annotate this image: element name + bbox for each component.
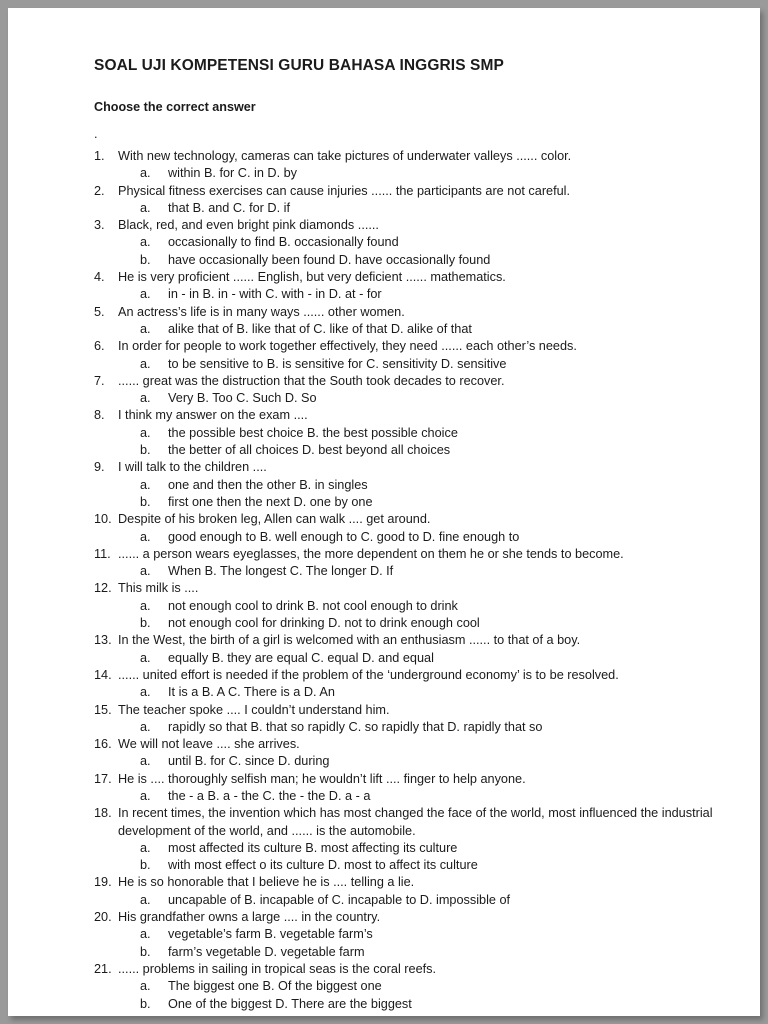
option-label: b.	[140, 443, 151, 458]
question-body	[118, 702, 718, 737]
question-number: 17.	[94, 771, 112, 786]
question-item	[94, 736, 718, 771]
question-number: 1.	[94, 149, 105, 163]
option-row	[118, 615, 718, 632]
option-row	[118, 840, 718, 857]
question-item	[94, 269, 718, 304]
question-item	[94, 667, 718, 702]
option-label: a.	[140, 719, 151, 734]
option-text: the - a B. a - the C. the - the D. a - a	[168, 788, 371, 803]
option-label: a.	[140, 200, 151, 215]
option-label: a.	[140, 979, 151, 994]
question-body	[118, 632, 718, 667]
question-body	[118, 217, 718, 269]
option-list	[118, 477, 718, 512]
question-text: I will talk to the children ....	[118, 460, 267, 475]
option-text: first one then the next D. one by one	[168, 494, 373, 509]
option-row	[118, 996, 718, 1013]
option-label: a.	[140, 892, 151, 907]
question-number: 7.	[94, 373, 105, 388]
question-text: The teacher spoke .... I couldn’t understand him.	[118, 702, 390, 717]
option-list	[118, 165, 718, 182]
question-number: 3.	[94, 218, 105, 233]
option-row	[118, 494, 718, 511]
question-text: ...... united effort is needed if the problem of the ‘underground economy’ is to be resolved.	[118, 667, 619, 682]
question-body	[118, 459, 718, 511]
option-label: a.	[140, 356, 151, 371]
question-text: With new technology, cameras can take pictures of underwater valleys ...... color.	[118, 149, 572, 163]
question-item	[94, 148, 718, 183]
question-number: 11.	[94, 546, 111, 561]
option-list	[118, 390, 718, 407]
option-label: a.	[140, 477, 151, 492]
option-row	[118, 926, 718, 943]
option-row	[118, 356, 718, 373]
option-row	[118, 390, 718, 407]
question-item	[94, 961, 718, 1013]
option-list	[118, 529, 718, 546]
option-text: within B. for C. in D. by	[168, 166, 298, 181]
question-item	[94, 183, 718, 218]
option-label: a.	[140, 425, 151, 440]
option-list	[118, 356, 718, 373]
question-item	[94, 407, 718, 459]
option-text: farm’s vegetable D. vegetable farm	[168, 944, 365, 959]
option-label: b.	[140, 996, 151, 1011]
question-number: 5.	[94, 304, 105, 319]
question-number: 8.	[94, 408, 105, 423]
option-row	[118, 425, 718, 442]
instruction-text: Choose the correct answer	[94, 100, 256, 114]
option-row	[118, 892, 718, 909]
option-label: a.	[140, 598, 151, 613]
option-row	[118, 857, 718, 874]
question-body	[118, 667, 718, 702]
question-item	[94, 771, 718, 806]
question-item	[94, 459, 718, 511]
option-label: a.	[140, 788, 151, 803]
option-row	[118, 978, 718, 995]
option-list	[118, 892, 718, 909]
question-text: ...... a person wears eyeglasses, the more dependent on them he or she tends to become.	[118, 546, 624, 561]
option-text: have occasionally been found D. have occasionally found	[168, 252, 491, 267]
option-label: b.	[140, 616, 151, 631]
option-list	[118, 286, 718, 303]
question-list	[94, 148, 718, 1013]
option-label: a.	[140, 321, 151, 336]
question-body	[118, 961, 718, 1013]
question-body	[118, 373, 718, 408]
option-list	[118, 719, 718, 736]
option-text: It is a B. A C. There is a D. An	[168, 685, 335, 700]
option-label: a.	[140, 927, 151, 942]
question-item	[94, 874, 718, 909]
option-text: rapidly so that B. that so rapidly C. so rapidly that D. rapidly that so	[168, 719, 543, 734]
option-text: The biggest one B. Of the biggest one	[168, 979, 382, 994]
document-title: SOAL UJI KOMPETENSI GURU BAHASA INGGRIS SMP	[94, 57, 504, 74]
option-label: a.	[140, 529, 151, 544]
question-text: An actress’s life is in many ways ...... other women.	[118, 304, 405, 319]
question-body	[118, 771, 718, 806]
option-label: b.	[140, 858, 151, 873]
option-row	[118, 598, 718, 615]
option-label: a.	[140, 166, 151, 181]
option-label: a.	[140, 564, 151, 579]
question-text: In recent times, the invention which has most changed the face of the world, most influenced the industrial development of the world, and ...... is the automobile.	[118, 806, 713, 838]
question-item	[94, 805, 718, 874]
option-label: a.	[140, 391, 151, 406]
question-number: 20.	[94, 910, 112, 925]
question-number: 9.	[94, 460, 105, 475]
question-text: In order for people to work together effectively, they need ...... each other’s needs.	[118, 339, 577, 354]
question-text: His grandfather owns a large .... in the country.	[118, 910, 381, 925]
option-text: alike that of B. like that of C. like of that D. alike of that	[168, 321, 472, 336]
question-body	[118, 511, 718, 546]
question-body	[118, 304, 718, 339]
question-body	[118, 909, 718, 961]
question-body	[118, 338, 718, 373]
question-number: 16.	[94, 737, 112, 752]
option-row	[118, 252, 718, 269]
question-item	[94, 511, 718, 546]
question-text: He is .... thoroughly selfish man; he wouldn’t lift .... finger to help anyone.	[118, 771, 526, 786]
question-text: Physical fitness exercises can cause injuries ...... the participants are not careful.	[118, 183, 571, 198]
option-list	[118, 200, 718, 217]
question-text: We will not leave .... she arrives.	[118, 737, 300, 752]
question-item	[94, 632, 718, 667]
question-item	[94, 304, 718, 339]
option-row	[118, 286, 718, 303]
question-number: 14.	[94, 667, 112, 682]
question-number: 13.	[94, 633, 112, 648]
option-row	[118, 477, 718, 494]
option-row	[118, 442, 718, 459]
question-text: He is so honorable that I believe he is .... telling a lie.	[118, 875, 415, 890]
question-number: 10.	[94, 512, 112, 527]
question-number: 15.	[94, 702, 112, 717]
option-list	[118, 425, 718, 460]
option-row	[118, 529, 718, 546]
option-list	[118, 978, 718, 1013]
question-number: 12.	[94, 581, 112, 596]
question-item	[94, 373, 718, 408]
option-row	[118, 650, 718, 667]
option-text: until B. for C. since D. during	[168, 754, 330, 769]
option-text: occasionally to find B. occasionally found	[168, 235, 399, 250]
option-text: the possible best choice B. the best possible choice	[168, 425, 458, 440]
option-label: a.	[140, 685, 151, 700]
question-number: 21.	[94, 961, 112, 976]
question-body	[118, 580, 718, 632]
question-item	[94, 217, 718, 269]
option-list	[118, 598, 718, 633]
option-list	[118, 840, 718, 875]
question-text: In the West, the birth of a girl is welcomed with an enthusiasm ...... to that of a boy.	[118, 633, 581, 648]
question-body	[118, 407, 718, 459]
question-number: 18.	[94, 806, 112, 821]
question-text: ...... great was the distruction that the South took decades to recover.	[118, 373, 505, 388]
option-label: a.	[140, 287, 151, 302]
option-list	[118, 753, 718, 770]
question-body	[118, 874, 718, 909]
option-text: One of the biggest D. There are the biggest	[168, 996, 412, 1011]
option-text: one and then the other B. in singles	[168, 477, 368, 492]
option-row	[118, 165, 718, 182]
question-item	[94, 546, 718, 581]
question-number: 6.	[94, 339, 105, 354]
question-body	[118, 148, 718, 183]
option-row	[118, 200, 718, 217]
option-text: When B. The longest C. The longer D. If	[168, 564, 394, 579]
option-row	[118, 234, 718, 251]
document-page	[8, 8, 760, 1016]
option-list	[118, 684, 718, 701]
question-body	[118, 736, 718, 771]
question-number: 19.	[94, 875, 112, 890]
question-text: He is very proficient ...... English, but very deficient ...... mathematics.	[118, 270, 506, 285]
option-text: uncapable of B. incapable of C. incapable to D. impossible of	[168, 892, 511, 907]
option-list	[118, 563, 718, 580]
option-label: a.	[140, 235, 151, 250]
option-text: most affected its culture B. most affecting its culture	[168, 840, 458, 855]
option-row	[118, 719, 718, 736]
option-label: a.	[140, 650, 151, 665]
question-text: ...... problems in sailing in tropical seas is the coral reefs.	[118, 961, 437, 976]
option-text: good enough to B. well enough to C. good to D. fine enough to	[168, 529, 520, 544]
question-number: 2.	[94, 183, 105, 198]
option-text: not enough cool to drink B. not cool enough to drink	[168, 598, 458, 613]
option-text: in - in B. in - with C. with - in D. at - for	[168, 287, 382, 302]
option-row	[118, 788, 718, 805]
option-row	[118, 944, 718, 961]
option-label: b.	[140, 252, 151, 267]
option-row	[118, 321, 718, 338]
option-text: equally B. they are equal C. equal D. and equal	[168, 650, 434, 665]
option-text: the better of all choices D. best beyond all choices	[168, 443, 451, 458]
question-item	[94, 909, 718, 961]
option-text: not enough cool for drinking D. not to drink enough cool	[168, 616, 480, 631]
option-list	[118, 926, 718, 961]
option-text: to be sensitive to B. is sensitive for C. sensitivity D. sensitive	[168, 356, 507, 371]
option-list	[118, 788, 718, 805]
option-label: b.	[140, 494, 151, 509]
question-text: This milk is ....	[118, 581, 199, 596]
option-list	[118, 234, 718, 269]
option-text: with most effect o its culture D. most to affect its culture	[168, 858, 478, 873]
option-text: vegetable’s farm B. vegetable farm’s	[168, 927, 373, 942]
question-text: I think my answer on the exam ....	[118, 408, 308, 423]
question-text: Despite of his broken leg, Allen can walk .... get around.	[118, 512, 431, 527]
stray-dot: .	[94, 127, 98, 141]
option-label: a.	[140, 840, 151, 855]
option-row	[118, 753, 718, 770]
option-text: that B. and C. for D. if	[168, 200, 290, 215]
option-list	[118, 321, 718, 338]
question-item	[94, 338, 718, 373]
question-body	[118, 805, 718, 874]
option-text: Very B. Too C. Such D. So	[168, 391, 317, 406]
option-row	[118, 563, 718, 580]
question-body	[118, 269, 718, 304]
option-row	[118, 684, 718, 701]
question-item	[94, 702, 718, 737]
question-text: Black, red, and even bright pink diamonds ......	[118, 218, 379, 233]
option-label: b.	[140, 944, 151, 959]
option-label: a.	[140, 754, 151, 769]
question-body	[118, 546, 718, 581]
question-body	[118, 183, 718, 218]
question-number: 4.	[94, 270, 105, 285]
question-item	[94, 580, 718, 632]
option-list	[118, 650, 718, 667]
